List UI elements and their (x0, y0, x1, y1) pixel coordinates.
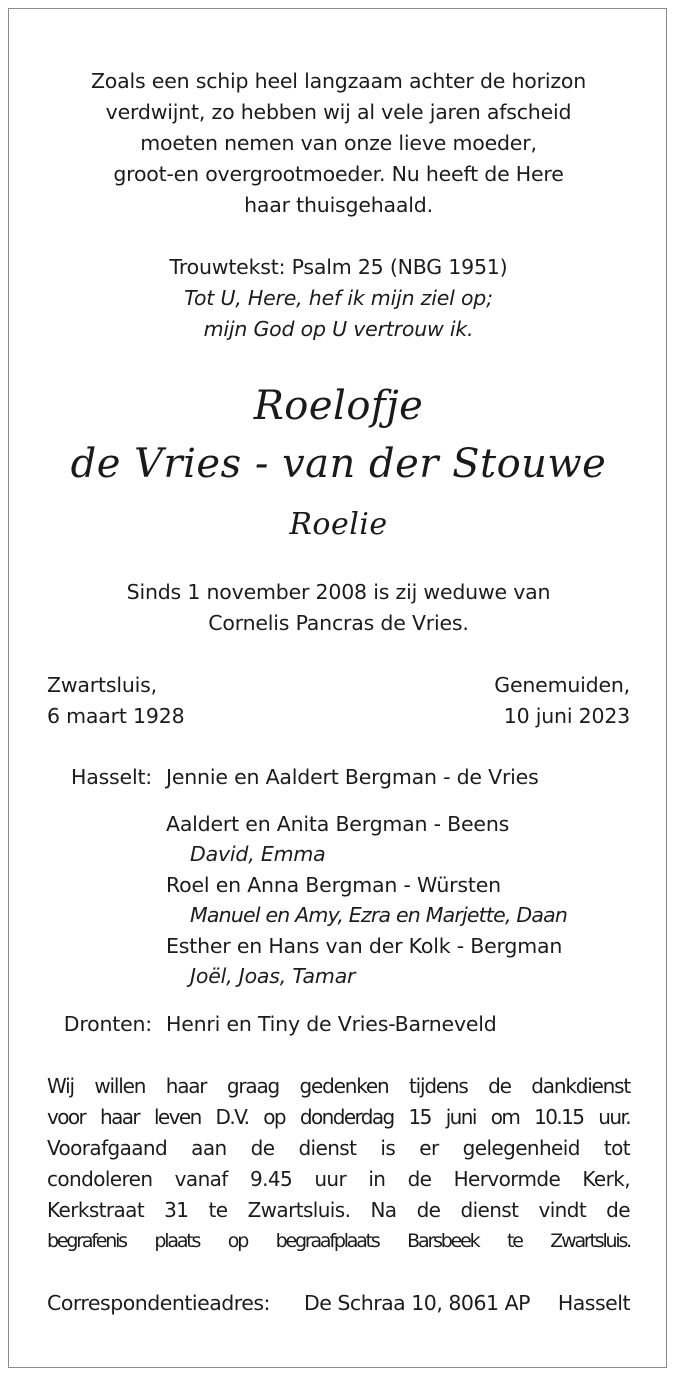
correspondence-address: De Schraa 10, 8061 AP (304, 1291, 530, 1315)
family-child-1-kids: David, Emma (190, 842, 326, 866)
death-place: Genemuiden, (494, 673, 630, 697)
service-line-3: Voorafgaand aan de dienst is er gelegenheid tot (47, 1136, 630, 1160)
family-child-2-kids: Manuel en Amy, Ezra en Marjette, Daan (190, 903, 568, 927)
poem-line-1: Zoals een schip heel langzaam achter de horizon (90, 69, 587, 93)
service-line-4: condoleren vanaf 9.45 uur in de Hervormde Kerk, (47, 1167, 630, 1191)
deceased-surname: de Vries - van der Stouwe (70, 441, 607, 487)
poem-line-3: moeten nemen van onze lieve moeder, (140, 131, 537, 155)
wedding-text-heading: Trouwtekst: Psalm 25 (NBG 1951) (169, 255, 508, 279)
wedding-verse-2: mijn God op U vertrouw ik. (203, 317, 474, 341)
birth-date: 6 maart 1928 (47, 704, 185, 728)
family-child-3: Esther en Hans van der Kolk - Bergman (166, 934, 563, 958)
family-child-2: Roel en Anna Bergman - Würsten (166, 873, 501, 897)
service-line-5: Kerkstraat 31 te Zwartsluis. Na de dienst vindt de (47, 1198, 630, 1222)
birth-place: Zwartsluis, (47, 673, 157, 697)
family-child-3-kids: Joël, Joas, Tamar (190, 964, 356, 988)
service-line-1: Wij willen haar graag gedenken tijdens de dankdienst (47, 1074, 630, 1098)
family-main-dronten: Henri en Tiny de Vries-Barneveld (166, 1012, 497, 1036)
widow-line-1: Sinds 1 november 2008 is zij weduwe van (126, 580, 551, 604)
death-date: 10 juni 2023 (503, 704, 630, 728)
service-line-6: begrafenis plaats op begraafplaats Barsbeek te Zwartsluis. (47, 1230, 630, 1252)
family-child-1: Aaldert en Anita Bergman - Beens (166, 812, 510, 836)
poem-line-4: groot-en overgrootmoeder. Nu heeft de Here (113, 162, 564, 186)
poem-line-2: verdwijnt, zo hebben wij al vele jaren afscheid (105, 100, 572, 124)
family-main-hasselt: Jennie en Aaldert Bergman - de Vries (166, 765, 539, 789)
poem-line-5: haar thuisgehaald. (244, 193, 433, 217)
widow-line-2: Cornelis Pancras de Vries. (208, 611, 469, 635)
deceased-nickname: Roelie (289, 507, 388, 542)
correspondence-city: Hasselt (557, 1291, 630, 1315)
wedding-verse-1: Tot U, Here, hef ik mijn ziel op; (184, 286, 493, 310)
family-location-dronten: Dronten: (63, 1012, 152, 1036)
family-location-hasselt: Hasselt: (71, 765, 152, 789)
deceased-first-name: Roelofje (253, 383, 424, 429)
correspondence-label: Correspondentieadres: (47, 1291, 270, 1315)
service-line-2: voor haar leven D.V. op donderdag 15 juni om 10.15 uur. (47, 1105, 630, 1129)
